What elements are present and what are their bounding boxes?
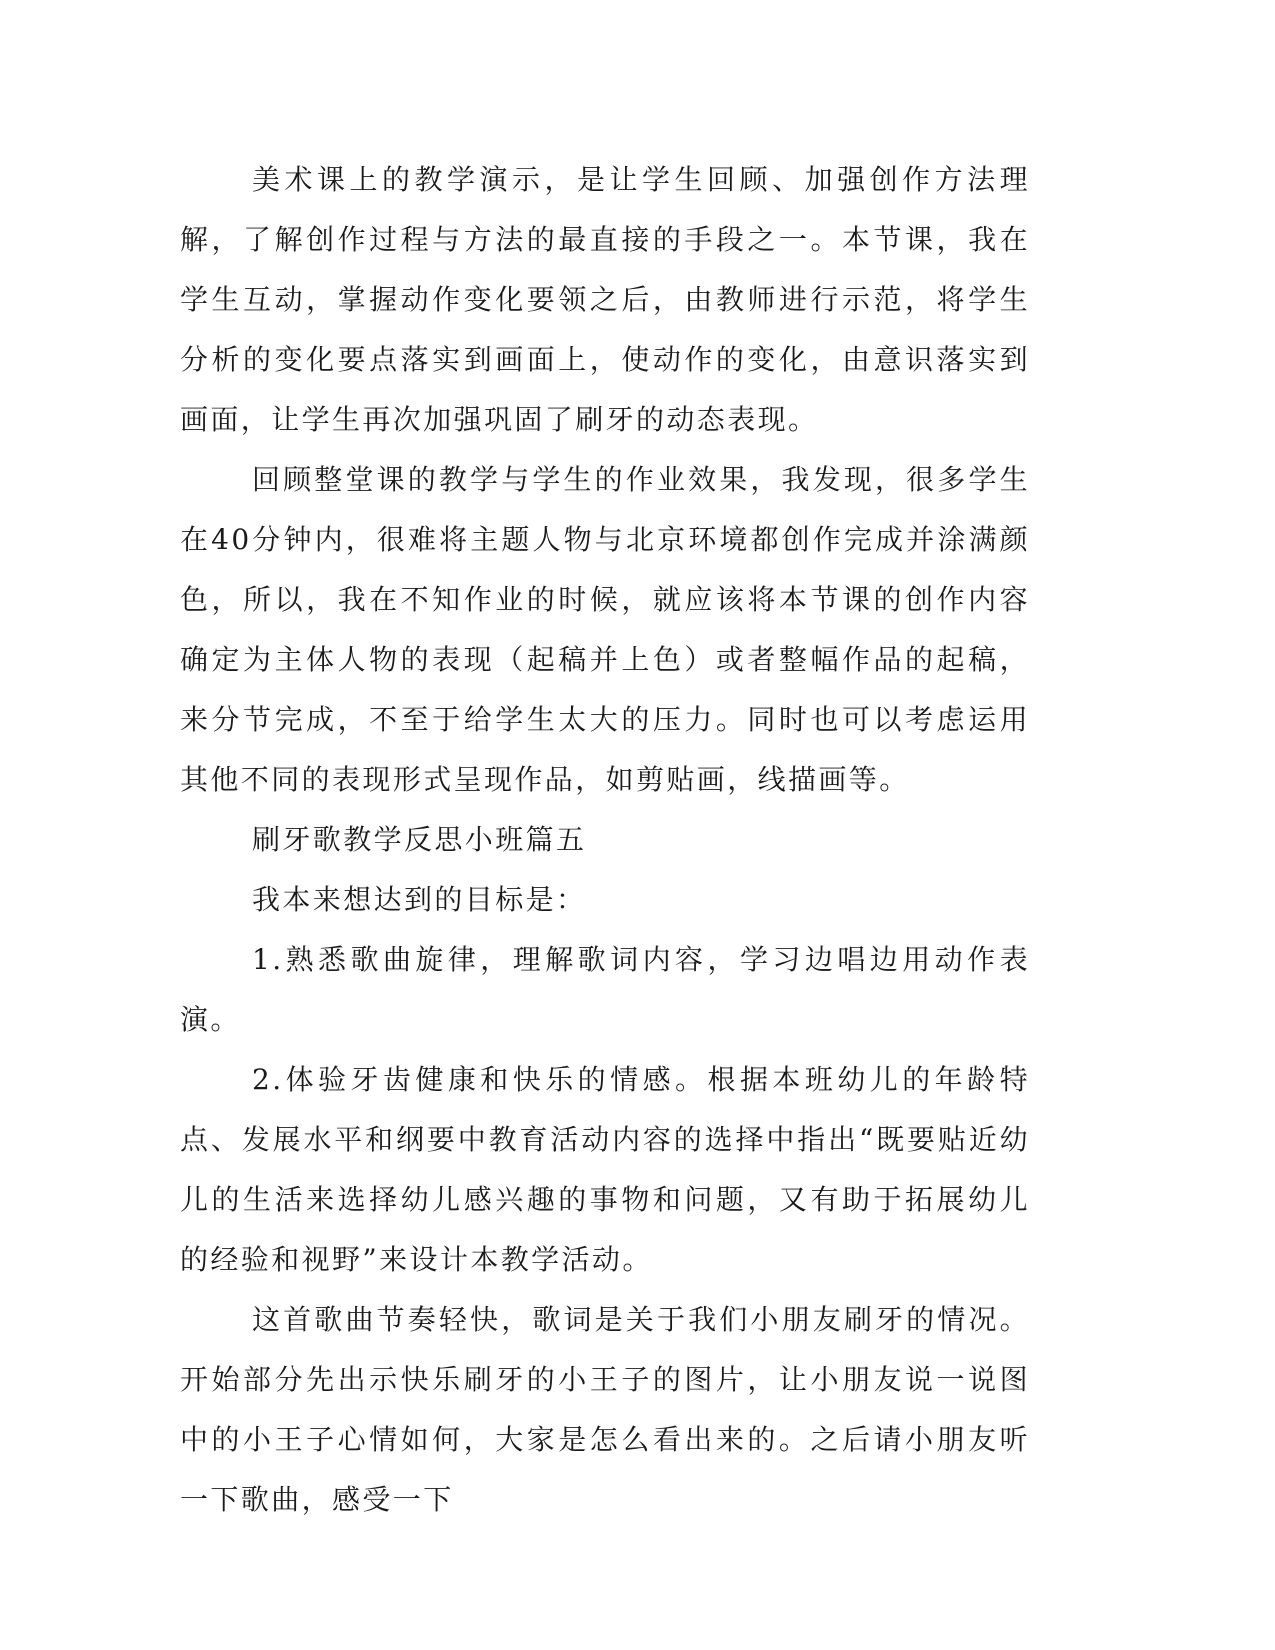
goal-item-2: 2.体验牙齿健康和快乐的情感。根据本班幼儿的年龄特点、发展水平和纲要中教育活动内容的选择中指出“既要贴近幼儿的生活来选择幼儿感兴趣的事物和问题，又有助于拓展幼儿的经验和视野”来设计本教学活动。 — [180, 1063, 1030, 1276]
goal-item-1: 1.熟悉歌曲旋律，理解歌词内容，学习边唱边用动作表演。 — [180, 943, 1030, 1036]
paragraph-song-description: 这首歌曲节奏轻快，歌词是关于我们小朋友刷牙的情况。开始部分先出示快乐刷牙的小王子的图片，让小朋友说一说图中的小王子心情如何，大家是怎么看出来的。之后请小朋友听一下歌曲，感受一下 — [180, 1303, 1030, 1516]
document-body — [180, 150, 1030, 1530]
paragraph-art-demo: 美术课上的教学演示，是让学生回顾、加强创作方法理解，了解创作过程与方法的最直接的手段之一。本节课，我在学生互动，掌握动作变化要领之后，由教师进行示范，将学生分析的变化要点落实到画面上，使动作的变化，由意识落实到画面，让学生再次加强巩固了刷牙的动态表现。 — [180, 163, 1030, 436]
paragraph-lesson-review: 回顾整堂课的教学与学生的作业效果，我发现，很多学生在40分钟内，很难将主题人物与北京环境都创作完成并涂满颜色，所以，我在不知作业的时候，就应该将本节课的创作内容确定为主体人物的表现（起稿并上色）或者整幅作品的起稿，来分节完成，不至于给学生太大的压力。同时也可以考虑运用其他不同的表现形式呈现作品，如剪贴画，线描画等。 — [180, 463, 1030, 796]
paragraph-goals-intro: 我本来想达到的目标是： — [252, 883, 587, 916]
section-heading: 刷牙歌教学反思小班篇五 — [252, 823, 587, 856]
